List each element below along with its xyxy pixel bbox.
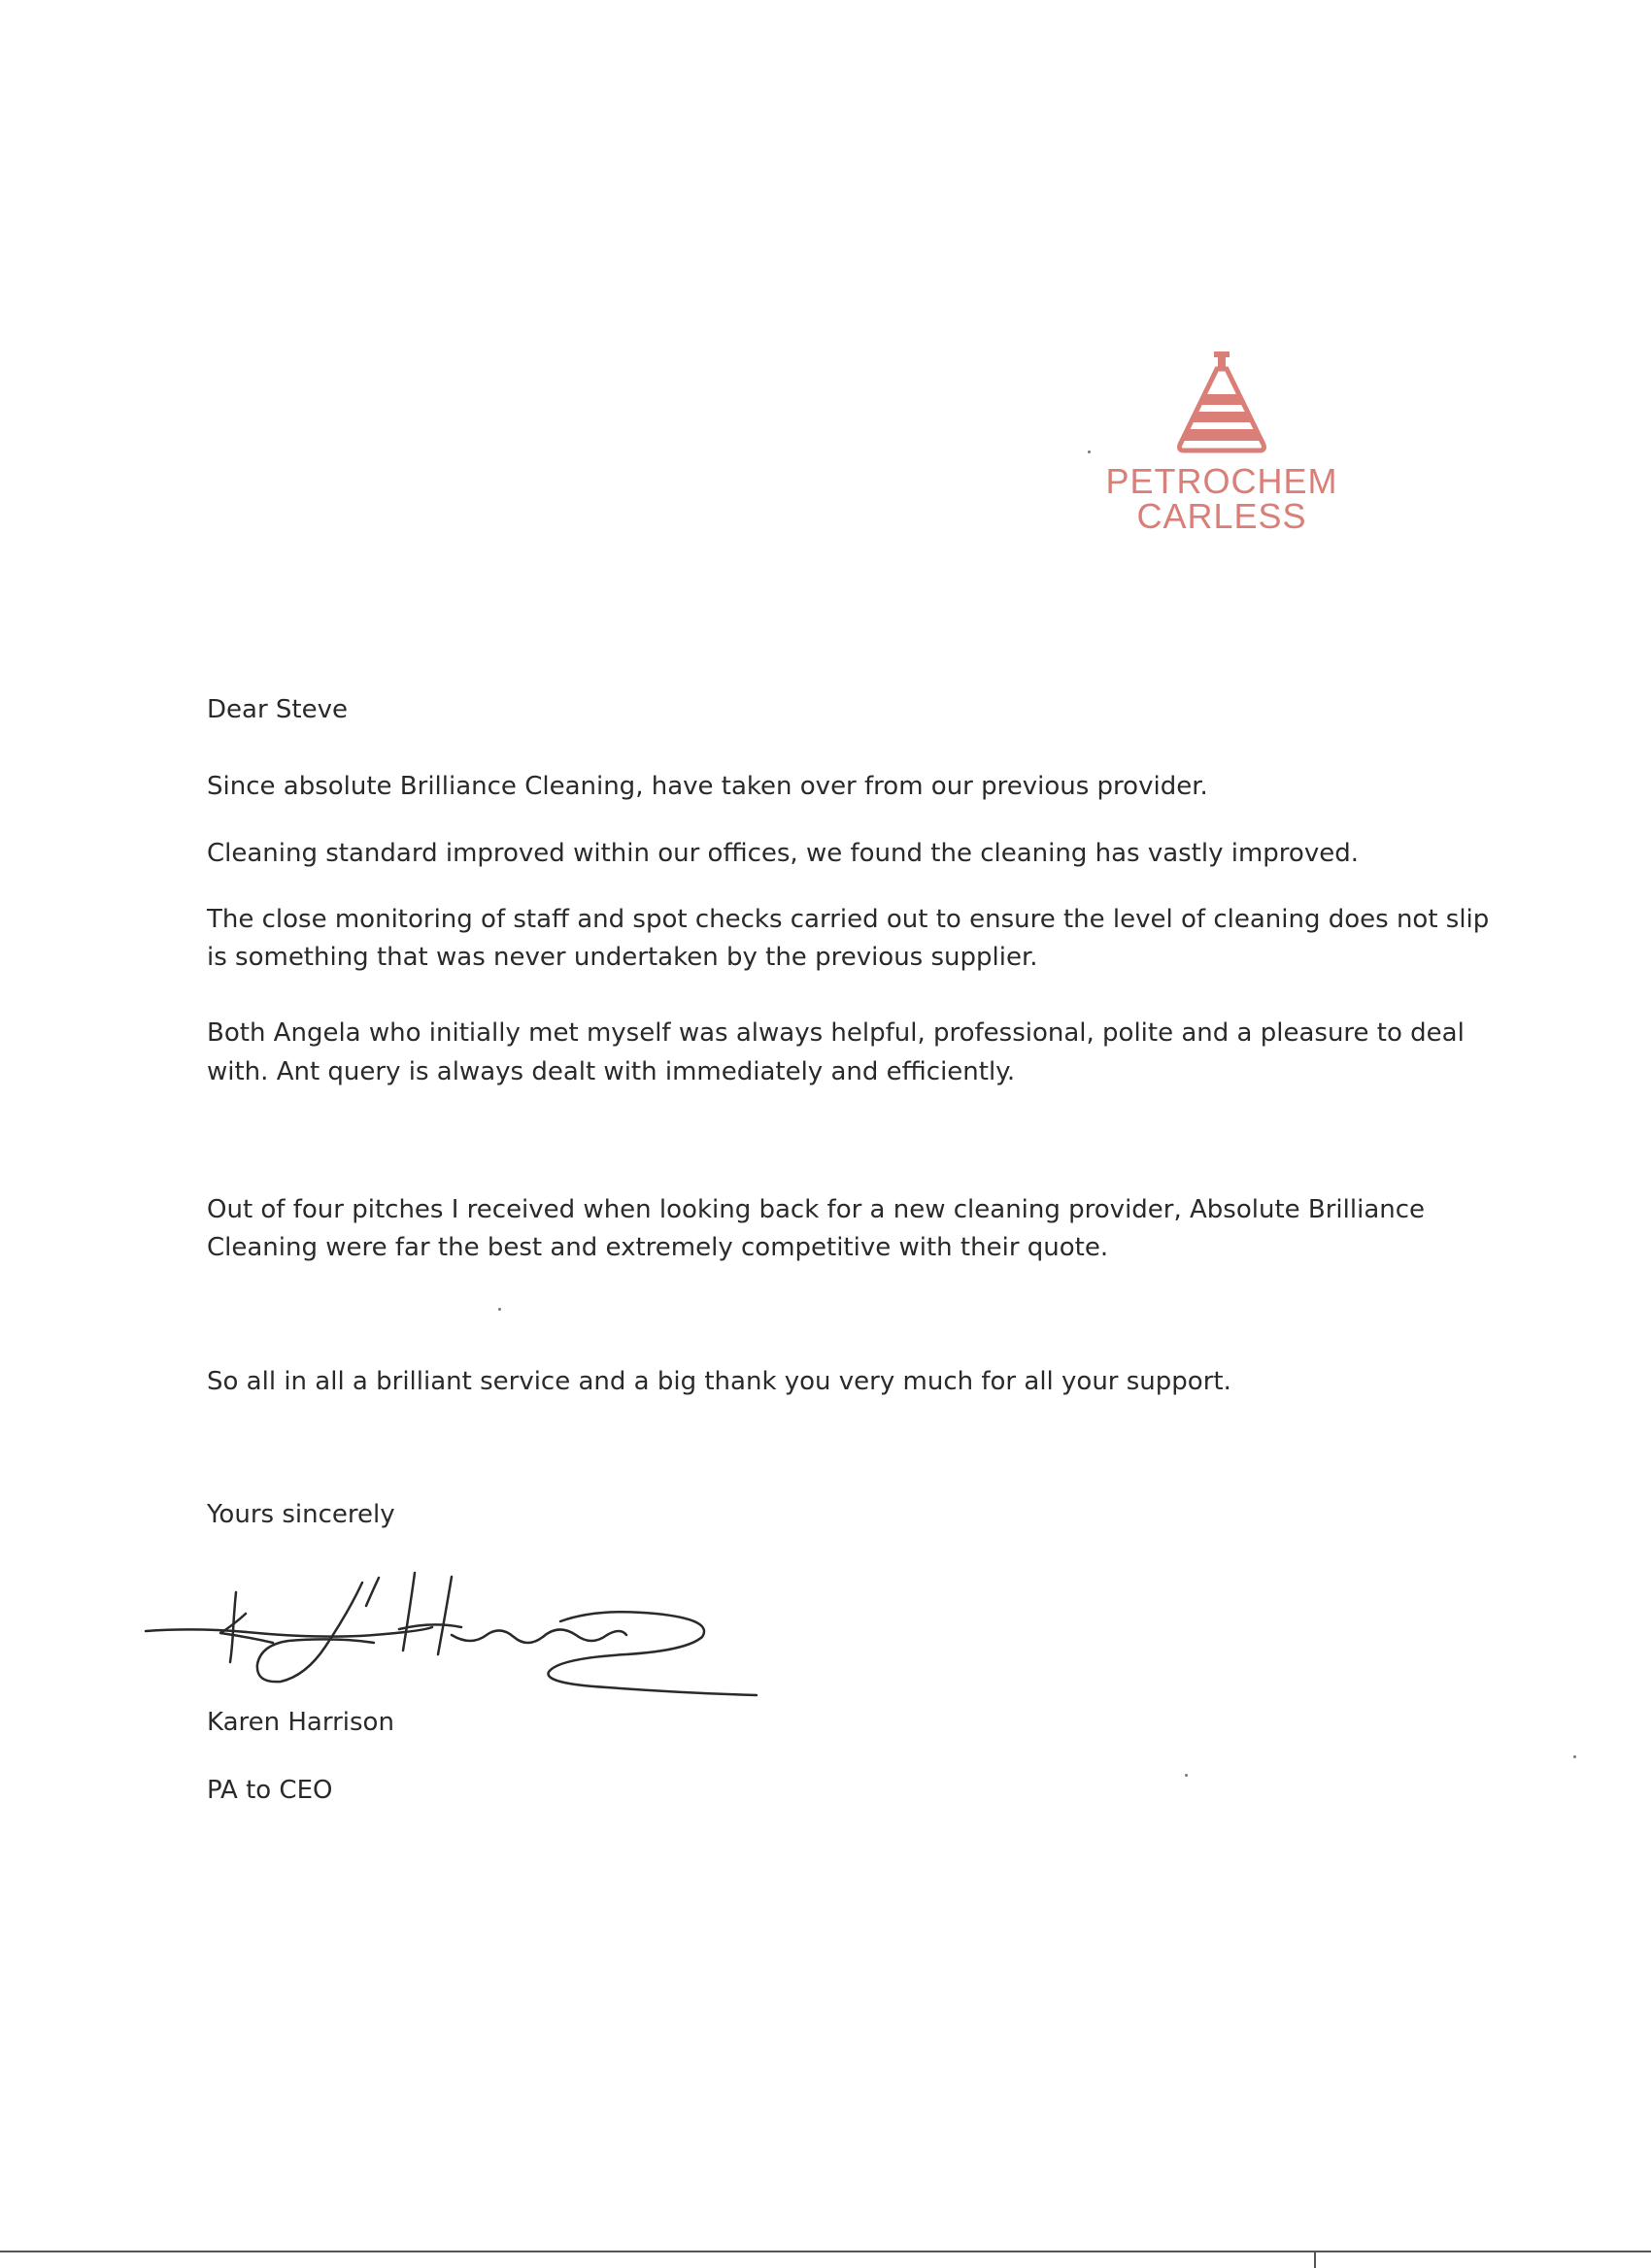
paragraph-3-line-2: is something that was never undertaken by the previous supplier. xyxy=(207,943,1038,972)
scan-speck xyxy=(1573,1755,1576,1758)
company-logo xyxy=(1076,350,1367,544)
paragraph-3-line-1: The close monitoring of staff and spot checks carried out to ensure the level of cleaning does not slip xyxy=(207,905,1490,934)
salutation: Dear Steve xyxy=(207,695,348,724)
scan-edge-line xyxy=(0,2251,1651,2252)
paragraph-2-line-1: Cleaning standard improved within our offices, we found the cleaning has vastly improved. xyxy=(207,839,1359,868)
scan-speck xyxy=(1185,1774,1188,1777)
logo-text-line-1: PETROCHEM xyxy=(1105,461,1338,501)
paragraph-1-line-1: Since absolute Brilliance Cleaning, have taken over from our previous provider. xyxy=(207,772,1208,801)
scan-speck xyxy=(1088,450,1091,453)
paragraph-4-line-2: with. Ant query is always dealt with immediately and efficiently. xyxy=(207,1057,1016,1086)
flask-icon xyxy=(1174,350,1269,454)
scan-speck xyxy=(498,1308,501,1311)
scan-edge-tick xyxy=(1314,2251,1316,2268)
signer-title: PA to CEO xyxy=(207,1776,333,1805)
signer-name: Karen Harrison xyxy=(207,1708,394,1737)
paragraph-6-line-1: So all in all a brilliant service and a big thank you very much for all your support. xyxy=(207,1367,1231,1396)
signature xyxy=(141,1553,801,1718)
paragraph-5-line-1: Out of four pitches I received when looking back for a new cleaning provider, Absolute Brilliance xyxy=(207,1195,1426,1224)
logo-text-line-2: CARLESS xyxy=(1136,496,1307,536)
paragraph-4-line-1: Both Angela who initially met myself was always helpful, professional, polite and a pleasure to deal xyxy=(207,1018,1465,1048)
closing: Yours sincerely xyxy=(207,1500,395,1529)
paragraph-5-line-2: Cleaning were far the best and extremely competitive with their quote. xyxy=(207,1233,1109,1262)
